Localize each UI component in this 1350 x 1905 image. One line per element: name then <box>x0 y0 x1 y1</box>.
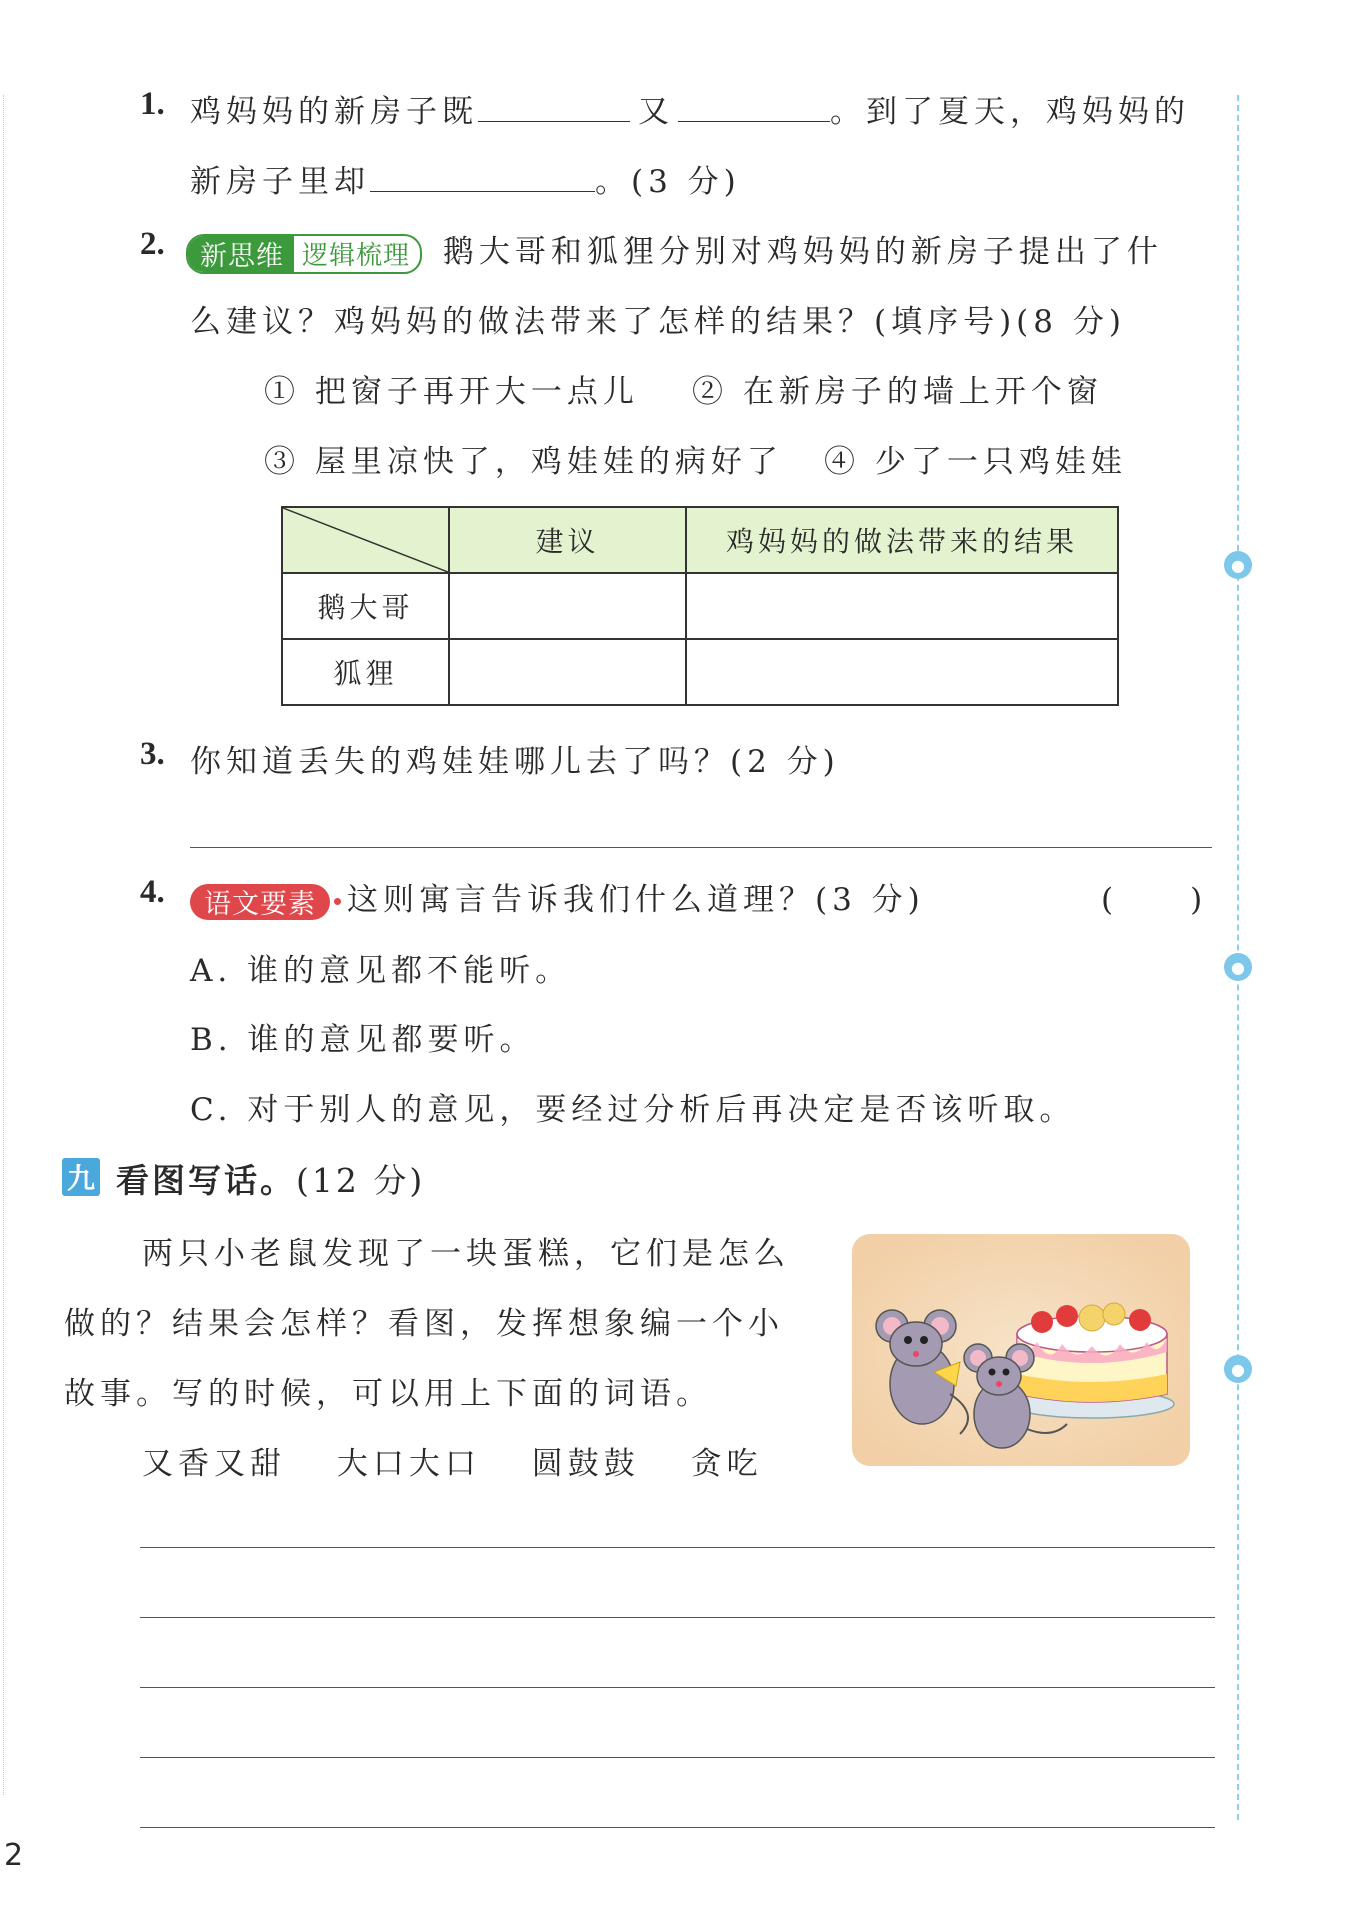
question-3-text: 你知道丢失的鸡娃娃哪儿去了吗？(2 分) <box>190 744 840 780</box>
table-row-label: 狐狸 <box>282 639 449 705</box>
question-1-line-2 <box>190 156 741 201</box>
rail-icon-top: ● <box>1224 551 1252 579</box>
mice-cake-illustration <box>852 1234 1190 1466</box>
table-answer-cell[interactable] <box>449 639 686 705</box>
word-item: 圆鼓鼓 <box>531 1446 640 1482</box>
rail-icon-middle: ● <box>1224 953 1252 981</box>
word-item: 贪吃 <box>690 1446 763 1482</box>
question-4-text: 这则寓言告诉我们什么道理？(3 分) <box>347 882 925 918</box>
choice-b: B. 谁的意见都要听。 <box>190 1022 536 1058</box>
question-1 <box>140 86 1190 131</box>
rail-icon-bottom: ● <box>1224 1355 1252 1383</box>
section-9-badge: 九 <box>62 1158 100 1196</box>
table-corner-cell <box>282 507 449 573</box>
question-1-score: 。(3 分) <box>595 164 741 200</box>
section-9-score: (12 分) <box>296 1161 426 1200</box>
left-page-edge <box>3 95 4 1795</box>
question-2-number: 2. <box>140 226 165 262</box>
table-answer-cell[interactable] <box>449 573 686 639</box>
question-1-text-a: 鸡妈妈的新房子既 <box>190 94 478 130</box>
page-number: 2 <box>4 1838 24 1873</box>
table-header-result: 鸡妈妈的做法带来的结果 <box>686 507 1118 573</box>
section-9-title <box>116 1155 425 1202</box>
answer-blank[interactable] <box>370 165 595 192</box>
option-2: ② 在新房子的墙上开个窗 <box>692 374 1103 410</box>
writing-line[interactable] <box>140 1617 1215 1618</box>
language-element-tag: 语文要素 <box>190 884 330 920</box>
question-1-text-c: 。到了夏天，鸡妈妈的 <box>830 94 1190 130</box>
section-9-title-text: 看图写话。 <box>116 1161 296 1200</box>
table-answer-cell[interactable] <box>686 639 1118 705</box>
writing-line[interactable] <box>140 1687 1215 1688</box>
question-1-number: 1. <box>140 86 165 122</box>
question-3 <box>140 736 840 781</box>
new-thinking-tag-label: 新思维 <box>188 236 294 272</box>
option-1: ① 把窗子再开大一点儿 <box>264 374 639 410</box>
choice-a: A. 谁的意见都不能听。 <box>190 953 572 989</box>
answer-line[interactable] <box>190 847 1212 848</box>
answer-bracket[interactable]: ( ) <box>1101 882 1208 918</box>
answer-table <box>281 506 1119 706</box>
tag-dot <box>334 898 341 905</box>
option-4: ④ 少了一只鸡娃娃 <box>824 444 1127 480</box>
option-3: ③ 屋里凉快了，鸡娃娃的病好了 <box>264 444 783 480</box>
table-header-row <box>282 507 1118 573</box>
question-4 <box>140 874 925 920</box>
writing-prompt-line-2: 做的？结果会怎样？看图，发挥想象编一个小 <box>64 1306 784 1342</box>
new-thinking-tag <box>186 234 422 274</box>
table-row <box>282 573 1118 639</box>
writing-prompt-line-3: 故事。写的时候，可以用上下面的词语。 <box>64 1376 712 1412</box>
answer-blank[interactable] <box>478 95 630 122</box>
question-1-text-b: 又 <box>638 94 674 130</box>
table-answer-cell[interactable] <box>686 573 1118 639</box>
table-row-label: 鹅大哥 <box>282 573 449 639</box>
word-bank <box>142 1438 763 1483</box>
question-4-number: 4. <box>140 874 165 910</box>
table-row <box>282 639 1118 705</box>
logic-sort-tag-label: 逻辑梳理 <box>302 241 411 271</box>
writing-prompt-line-1: 两只小老鼠发现了一块蛋糕，它们是怎么 <box>142 1236 790 1272</box>
question-2 <box>140 226 1163 274</box>
writing-line[interactable] <box>140 1757 1215 1758</box>
question-2-text-b: 么建议？鸡妈妈的做法带来了怎样的结果？(填序号)(8 分) <box>190 304 1126 340</box>
word-item: 大口大口 <box>336 1446 481 1482</box>
writing-line[interactable] <box>140 1827 1215 1828</box>
answer-blank[interactable] <box>678 95 830 122</box>
table-header-suggestion: 建议 <box>449 507 686 573</box>
word-item: 又香又甜 <box>142 1446 286 1482</box>
choice-c: C. 对于别人的意见，要经过分析后再决定是否该听取。 <box>190 1092 1076 1128</box>
question-1-text-d: 新房子里却 <box>190 164 370 200</box>
question-3-number: 3. <box>140 736 165 772</box>
writing-line[interactable] <box>140 1547 1215 1548</box>
diagonal-divider <box>283 508 448 572</box>
question-2-text-a: 鹅大哥和狐狸分别对鸡妈妈的新房子提出了什 <box>442 234 1163 270</box>
